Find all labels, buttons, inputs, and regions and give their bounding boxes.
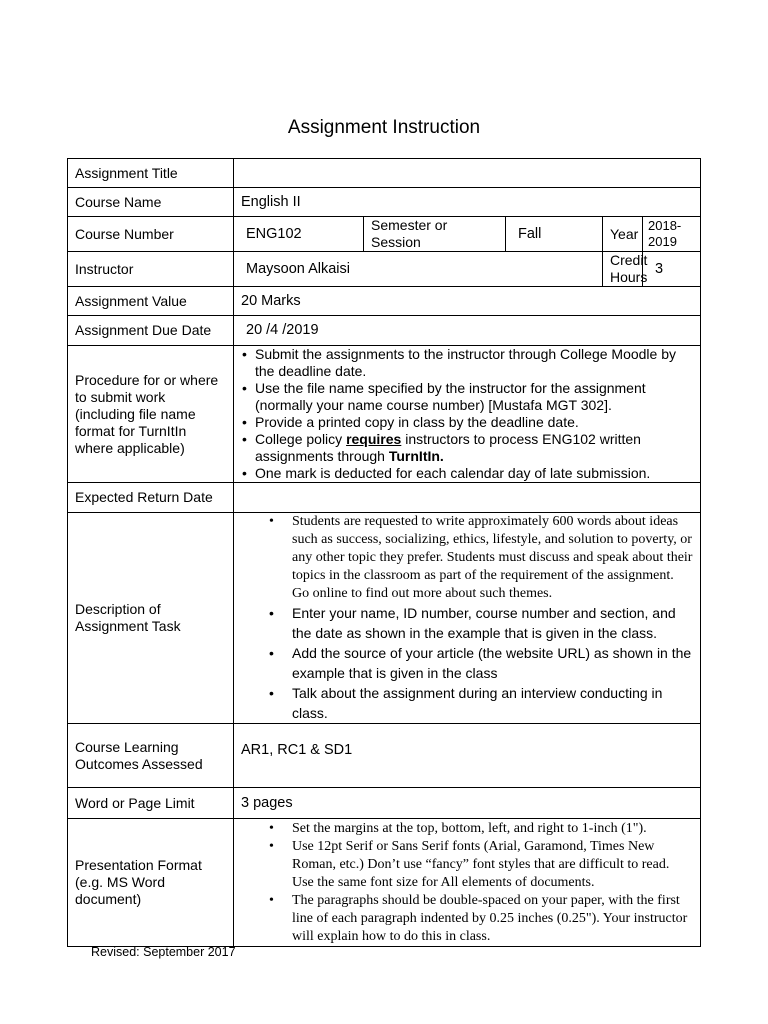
row-course-number (68, 217, 701, 252)
row-instructor (68, 252, 701, 287)
list-item-emphasis: TurnItIn. (388, 448, 444, 464)
value-outcomes: AR1, RC1 & SD1 (234, 724, 701, 788)
presentation-cell (234, 819, 701, 947)
procedure-cell (234, 346, 701, 483)
label-assignment-title: Assignment Title (68, 159, 234, 188)
list-item: • Set the margins at the top, bottom, left, and right to 1-inch (1"). (241, 820, 693, 838)
value-year: 2018-2019 (643, 217, 701, 252)
value-assignment-title (234, 159, 701, 188)
description-cell (234, 513, 701, 724)
label-credit-hours: Credit Hours (603, 252, 643, 287)
row-description (68, 513, 701, 724)
label-instructor: Instructor (68, 252, 234, 287)
value-due-date: 20 /4 /2019 (234, 316, 701, 346)
label-presentation: Presentation Format (e.g. MS Word document) (68, 819, 234, 947)
label-outcomes: Course Learning Outcomes Assessed (68, 724, 234, 788)
row-procedure (68, 346, 701, 483)
list-item: • Students are requested to write approximately 600 words about ideas such as success, socializing, ethics, lifestyle, and solution to poverty, or any other topic they prefer. Students must discuss and speak about their topics in the classroom as part of the requirement of the assignment. Go online to find out more about such themes. (241, 513, 693, 603)
label-course-number: Course Number (68, 217, 234, 252)
list-item: • Provide a printed copy in class by the deadline date. (241, 414, 693, 431)
description-list (241, 513, 693, 723)
list-item: • One mark is deducted for each calendar day of late submission. (241, 465, 693, 482)
list-item: • Enter your name, ID number, course number and section, and the date as shown in the example that is given in the class. (241, 603, 693, 643)
list-item: • Add the source of your article (the website URL) as shown in the example that is given in the class (241, 643, 693, 683)
presentation-list (241, 820, 693, 946)
list-item: • Talk about the assignment during an interview conducting in class. (241, 683, 693, 723)
value-return-date (234, 483, 701, 513)
page-title: Assignment Instruction (287, 117, 481, 138)
list-item-text: College policy (255, 431, 347, 447)
list-item: • Use 12pt Serif or Sans Serif fonts (Arial, Garamond, Times New Roman, etc.) Don’t use “fancy” font styles that are difficult to read. Use the same font size for All elements of documents. (241, 838, 693, 892)
procedure-list (241, 346, 693, 482)
value-instructor: Maysoon Alkaisi (234, 252, 603, 287)
label-year: Year (603, 217, 643, 252)
label-semester: Semester or Session (364, 217, 506, 252)
label-due-date: Assignment Due Date (68, 316, 234, 346)
list-item (241, 431, 693, 465)
value-course-number: ENG102 (234, 217, 364, 252)
row-due-date (68, 316, 701, 346)
label-course-name: Course Name (68, 188, 234, 217)
label-assignment-value: Assignment Value (68, 287, 234, 316)
value-course-name: English II (234, 188, 701, 217)
list-item: • Use the file name specified by the instructor for the assignment (normally your name course number) [Mustafa MGT 302]. (241, 380, 693, 414)
row-presentation (68, 819, 701, 947)
revision-footer: Revised: September 2017 (91, 945, 236, 959)
row-word-limit (68, 788, 701, 819)
list-item: • Submit the assignments to the instructor through College Moodle by the deadline date. (241, 346, 693, 380)
row-outcomes (68, 724, 701, 788)
label-word-limit: Word or Page Limit (68, 788, 234, 819)
value-word-limit: 3 pages (234, 788, 701, 819)
label-description: Description of Assignment Task (68, 513, 234, 724)
value-assignment-value: 20 Marks (234, 287, 701, 316)
list-item-emphasis: requires (346, 431, 402, 447)
label-return-date: Expected Return Date (68, 483, 234, 513)
row-course-name (68, 188, 701, 217)
value-semester: Fall (506, 217, 603, 252)
list-item: • The paragraphs should be double-spaced on your paper, with the first line of each paragraph indented by 0.25 inches (0.25"). Your instructor will explain how to do this in class. (241, 892, 693, 946)
value-credit-hours: 3 (643, 252, 701, 287)
label-procedure: Procedure for or where to submit work (including file name format for TurnItIn where applicable) (68, 346, 234, 483)
row-return-date (68, 483, 701, 513)
assignment-table (67, 158, 701, 947)
list-item-text: instructors to process ENG102 written assignments through (255, 431, 641, 464)
row-assignment-value (68, 287, 701, 316)
row-assignment-title (68, 159, 701, 188)
